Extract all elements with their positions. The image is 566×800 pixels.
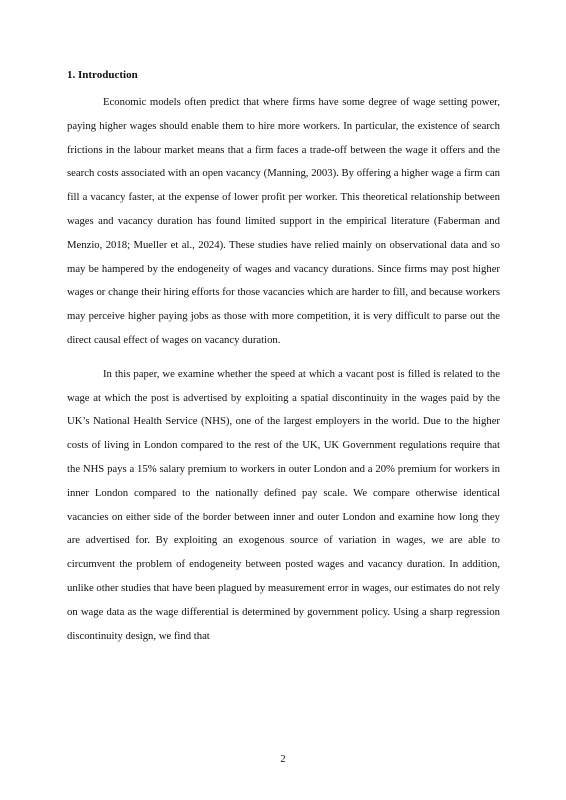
page-content <box>67 68 500 648</box>
paragraph-1: Economic models often predict that where firms have some degree of wage setting power, paying higher wages should enable them to hire more workers. In particular, the existence of search frictions in the labour market means that a firm faces a trade-off between the wage it offers and the search costs associated with an open vacancy (Manning, 2003). By offering a higher wage a firm can fill a vacancy faster, at the expense of lower profit per worker. This theoretical relationship between wages and vacancy duration has found limited support in the empirical literature (Faberman and Menzio, 2018; Mueller et al., 2024). These studies have relied mainly on observational data and so may be hampered by the endogeneity of wages and vacancy durations. Since firms may post higher wages or change their hiring efforts for those vacancies which are harder to fill, and because workers may perceive higher paying jobs as those with more competition, it is very difficult to parse out the direct causal effect of wages on vacancy duration. <box>67 96 500 346</box>
paragraph-2: In this paper, we examine whether the speed at which a vacant post is filled is related to the wage at which the post is advertised by exploiting a spatial discontinuity in the wages paid by the UK’s National Health Service (NHS), one of the largest employers in the world. Due to the higher costs of living in London compared to the rest of the UK, UK Government regulations require that the NHS pays a 15% salary premium to workers in outer London and a 20% premium for workers in inner London compared to the nationally defined pay scale. We compare otherwise identical vacancies on either side of the border between inner and outer London and examine how long they are advertised for. By exploiting an exogenous source of variation in wages, we are able to circumvent the problem of endogeneity between posted wages and vacancy duration. In addition, unlike other studies that have been plagued by measurement error in wages, our estimates do not rely on wage data as the wage differential is determined by government policy. Using a sharp regression discontinuity design, we find that <box>67 367 500 642</box>
section-heading: 1. Introduction <box>67 69 138 81</box>
page-number: 2 <box>280 754 286 765</box>
